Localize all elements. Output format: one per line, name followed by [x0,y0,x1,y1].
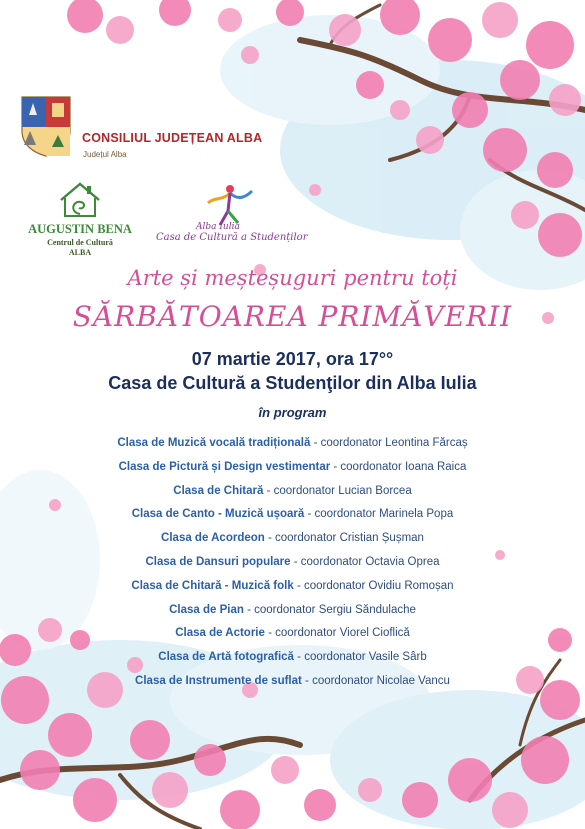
class-item [0,622,585,646]
council-subtitle: Județul Alba [83,150,127,159]
class-name: Clasa de Pian [169,603,244,616]
culture-center-city: ALBA [68,248,92,257]
house-music-logo-icon [55,178,105,220]
class-item [0,551,585,575]
class-item [0,575,585,599]
class-coordinator: - coordonator Ovidiu Romoșan [293,579,454,592]
class-item [0,456,585,480]
class-item [0,527,585,551]
class-name: Clasa de Actorie [175,627,265,640]
class-coordinator: - coordonator Octavia Oprea [290,555,440,568]
class-coordinator: - coordonator Ioana Raica [330,460,467,473]
class-coordinator: - coordonator Cristian Șușman [264,532,424,545]
class-coordinator: - coordonator Lucian Borcea [263,484,412,497]
class-name: Clasa de Acordeon [161,532,265,545]
council-name: CONSILIUL JUDEȚEAN ALBA [82,131,263,145]
class-item [0,670,585,694]
class-name: Clasa de Muzică vocală tradițională [117,437,311,449]
event-tagline: Arte și meșteșuguri pentru toți [127,266,458,290]
class-item [0,599,585,623]
class-coordinator: - coordonator Viorel Cioflică [264,627,410,640]
class-coordinator: - coordonator Marinela Popa [304,508,454,521]
class-name: Clasa de Canto - Muzică ușoară [131,508,305,521]
students-house-city: Alba Iulia [196,222,240,232]
class-name: Clasa de Chitară - Muzică folk [131,579,294,592]
class-coordinator: - coordonator Vasile Sârb [293,651,427,664]
class-coordinator: - coordonator Nicolae Vancu [301,674,450,687]
culture-center-name: AUGUSTIN BENA [28,222,132,236]
culture-center-subtitle: Centrul de Cultură [47,238,113,247]
class-list [0,432,585,694]
class-name: Clasa de Pictură și Design vestimentar [118,460,331,473]
class-name: Clasa de Dansuri populare [145,555,291,568]
class-name: Clasa de Instrumente de suflat [135,674,302,687]
event-date: 07 martie 2017, ora 17°° [191,349,394,369]
class-name: Clasa de Artă fotografică [158,651,294,664]
students-house-name: Casa de Cultură a Studenților [156,232,308,243]
class-item [0,646,585,670]
event-venue: Casa de Cultură a Studenţilor din Alba Iulia [108,373,477,393]
class-coordinator: - coordonator Leontina Fărcaș [310,437,468,449]
event-title: SĂRBĂTOAREA PRIMĂVERII [72,300,513,333]
class-item [0,480,585,504]
class-item [0,432,585,456]
class-item [0,503,585,527]
class-name: Clasa de Chitară [173,484,264,497]
county-crest-icon [20,95,72,157]
program-label: în program [258,405,327,420]
class-coordinator: - coordonator Sergiu Săndulache [243,603,416,616]
